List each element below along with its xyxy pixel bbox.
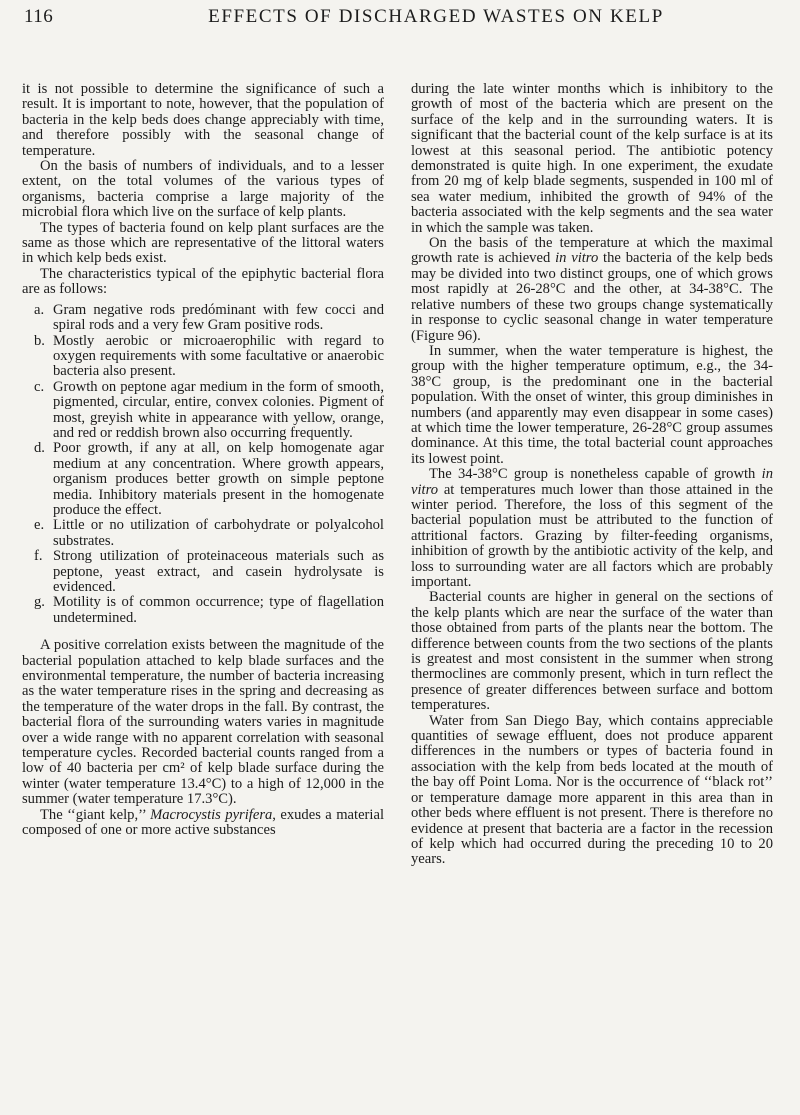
paragraph: The types of bacteria found on kelp plant surfaces are the same as those which are representative of the littoral waters in which kelp beds exist.	[22, 219, 384, 267]
paragraph: Bacterial counts are higher in general on the sections of the kelp plants which are near the surface of the water than those obtained from parts of the plants near the bottom. The difference between counts from the two sections of the plants is greatest and most consistent in the summer when strong thermoclines are commonly present, which in turn reflect the presence of greater differences between surface and bottom temperatures.	[411, 589, 773, 714]
list-item-text: Growth on peptone agar medium in the form of smooth, pigmented, circular, entire, convex colonies. Pigment of most, greyish white in appearance with yellow, orange, and red or reddish brown also occurring frequently.	[53, 378, 384, 441]
page-number: 116	[24, 6, 54, 27]
list-item-letter: e.	[34, 517, 45, 534]
list-item-letter: f.	[34, 548, 43, 565]
characteristics-list	[22, 303, 384, 627]
list-item-text: Poor growth, if any at all, on kelp homogenate agar medium at any concentration. Where growth appears, organism produces better growth on simple peptone media. Inhibitory materials present in the homogenate produce the effect.	[53, 440, 384, 518]
paragraph	[411, 467, 773, 590]
list-item-text: Motility is of common occurrence; type of flagellation undetermined.	[53, 594, 384, 626]
list-item	[22, 303, 384, 334]
paragraph: during the late winter months which is inhibitory to the growth of most of the bacteria which are present on the surface of the kelp and in the surrounding waters. It is significant that the bacterial count of the kelp surface is at its lowest at this seasonal period. The antibiotic potency demonstrated is quite high. In one experiment, the exudate from 20 mg of kelp blade segments, suspended in 100 ml of sea water medium, inhibited the growth of 94% of the bacteria associated with the kelp segments and the sea water in which the sample was taken.	[411, 81, 773, 236]
paragraph	[22, 808, 384, 839]
list-item-letter: g.	[34, 594, 45, 611]
paragraph: A positive correlation exists between the magnitude of the bacterial population attached to kelp blade surfaces and the environmental temperature, the number of bacteria increasing as the water temperature rises in the spring and decreasing as the temperature of the water drops in the fall. By contrast, the bacterial flora of the surrounding waters varies in magnitude over a wide range with no apparent correlation with seasonal temperature cycles. Recorded bacterial counts ranged from a low of 40 bacteria per cm² of kelp blade surface during the winter (water temperature 13.4°C) to a high of 12,000 in the summer (water temperature 17.3°C).	[22, 637, 384, 808]
paragraph	[411, 236, 773, 344]
paragraph: On the basis of numbers of individuals, and to a lesser extent, on the total volumes of the various types of organisms, bacteria comprise a large majority of the microbial flora which live on the surface of kelp plants.	[22, 158, 384, 221]
left-column	[22, 82, 384, 839]
text-run: The 34-38°C group is nonetheless capable of growth	[429, 466, 762, 483]
list-item-text: Strong utilization of proteinaceous materials such as peptone, yeast extract, and casein hydrolysate is evidenced.	[53, 548, 384, 595]
page-header	[24, 6, 778, 36]
list-item	[22, 380, 384, 442]
list-item	[22, 441, 384, 518]
paragraph: it is not possible to determine the significance of such a result. It is important to note, however, that the population of bacteria in the kelp beds does change appreciably with time, and therefore possibly with the seasonal change of temperature.	[22, 81, 384, 159]
list-item-text: Little or no utilization of carbohydrate or polyalcohol substrates.	[53, 517, 384, 549]
text-run: On the basis of the temperature at which the maximal growth rate is achieved	[411, 235, 773, 267]
list-item-letter: a.	[34, 301, 45, 318]
italic-term: in vitro	[555, 250, 599, 267]
list-item-letter: c.	[34, 378, 45, 395]
species-name: Macrocystis pyrifera	[150, 806, 273, 823]
paragraph: Water from San Diego Bay, which contains appreciable quantities of sewage effluent, does not produce apparent differences in the numbers or types of bacteria found in association with the kelp from beds located at the mouth of the bay off Point Loma. Nor is the occurrence of ‘‘black rot’’ or temperature damage more apparent in this area than in other beds where effluent is not present. There is therefore no evidence at present that bacteria are a factor in the recession of kelp which had occurred during the preceding 10 to 20 years.	[411, 712, 773, 868]
list-item-letter: d.	[34, 440, 45, 457]
text-run: the bacteria of the kelp beds may be divided into two distinct groups, one of which grows most rapidly at 26-28°C and the other, at 34-38°C. The relative numbers of these two groups change systematically in response to cyclic seasonal change in water temperature (Figure 96).	[411, 250, 773, 344]
list-item-text: Gram negative rods predóminant with few cocci and spiral rods and a very few Gram positive rods.	[53, 301, 384, 334]
right-column	[411, 82, 773, 868]
running-head: EFFECTS OF DISCHARGED WASTES ON KELP	[208, 6, 664, 27]
list-item	[22, 334, 384, 380]
list-item-letter: b.	[34, 332, 45, 349]
text-run: The ‘‘giant kelp,’’	[40, 806, 151, 823]
list-item	[22, 518, 384, 549]
italic-term: in vitro	[411, 466, 773, 498]
list-item	[22, 595, 384, 626]
list-item	[22, 549, 384, 595]
paragraph: The characteristics typical of the epiphytic bacterial flora are as follows:	[22, 265, 384, 298]
text-run: at temperatures much lower than those attained in the winter period. Therefore, the loss of this segment of the bacterial population must be attributed to the function of attritional factors. Grazing by filter-feeding organisms, inhibition of growth by the antibiotic activity of the kelp, and loss to surrounding water are all factors which are probably important.	[411, 481, 773, 590]
text-run: , exudes a material composed of one or more active substances	[22, 806, 384, 839]
list-item-text: Mostly aerobic or microaerophilic with regard to oxygen requirements with some facultative or anaerobic bacteria also present.	[53, 332, 384, 380]
paragraph: In summer, when the water temperature is highest, the group with the higher temperature optimum, e.g., the 34-38°C group, is the predominant one in the bacterial population. With the onset of winter, this group diminishes in numbers (and apparently may even disappear in some cases) at which time the lower temperature, 26-28°C group assumes dominance. At this time, the total bacterial count approaches its lowest point.	[411, 342, 773, 467]
